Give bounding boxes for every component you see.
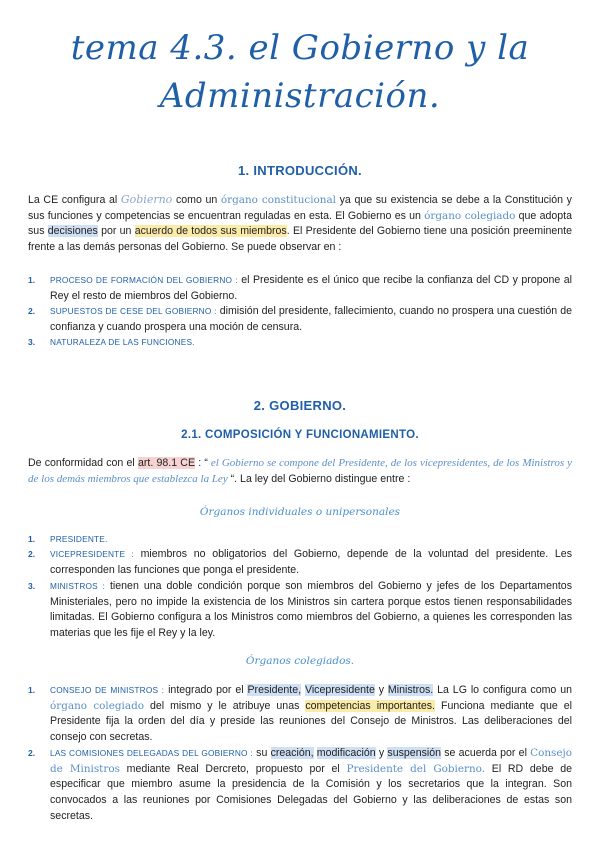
section-heading-gobierno: 2. GOBIERNO. — [253, 398, 347, 413]
page-title-line2: Administración. — [159, 76, 441, 116]
list-item: 3. MINISTROS : tienen una doble condición porque son miembros del Gobierno y jefes de los Departamentos Ministeriales, pero no impide la existencia de los Ministros sin cartera porque estos tienen responsabilidades limitadas. El Gobierno configura a los Ministros como miembros del Gobierno, a quienes les corresponden las materias que les fije el Rey y la ley. — [28, 580, 572, 640]
highlight-article: art. 98.1 CE — [137, 457, 196, 469]
term-gobierno: Gobierno — [120, 193, 173, 206]
list-item: 2. VICEPRESIDENTE : miembros no obligatorios del Gobierno, depende de la voluntad del presidente. Les corresponden las funciones que ponga el presidente. — [28, 548, 572, 576]
section-heading-introduccion: 1. INTRODUCCIÓN. — [238, 163, 362, 178]
list-item: 2. SUPUESTOS DE CESE DEL GOBIERNO : dimisión del presidente, fallecimiento, cuando no prospera una cuestión de confianza y cuando prospera una moción de censura. — [28, 305, 572, 333]
highlight-acuerdo: acuerdo de todos sus miembros — [134, 225, 287, 238]
intro-paragraph: La CE configura al Gobierno como un órgano constitucional ya que su existencia se debe a la Constitución y sus funciones y competencias se encuentran reguladas en esta. El Gobierno es un órgano colegiado que adopta sus decisiones por un acuerdo de todos sus miembros. El Presidente del Gobierno tiene una posición preeminente frente a las demás personas del Gobierno. Se puede observar en : — [28, 193, 572, 254]
list-item: 1. PROCESO DE FORMACIÓN DEL GOBIERNO : el Presidente es el único que recibe la confianza del CD y propone al Rey el resto de miembros del Gobierno. — [28, 274, 572, 302]
list-item: 2. LAS COMISIONES DELEGADAS DEL GOBIERNO : su creación, modificación y suspensión se acuerda por el Consejo de Ministros mediante Real Dercreto, propuesto por el Presidente del Gobierno. El RD debe de especificar que miembro asume la presidencia de la Comisión y los secretarios que la integran. Son convocados a las reuniones por Comisiones Delegadas del Gobierno y las deliberaciones de estas son secretas. — [28, 747, 572, 822]
highlight-decisiones: decisiones — [47, 225, 98, 238]
list-item: 1. CONSEJO DE MINISTROS : integrado por el Presidente, Vicepresidente y Ministros. La LG lo configura como un órgano colegiado del mismo y le atribuye unas competencias importantes. Funciona mediante que el Presidente fija la orden del día y preside las reuniones del Consejo de Ministros. Las deliberaciones del consejo con secretas. — [28, 684, 572, 744]
composition-paragraph: De conformidad con el art. 98.1 CE : “ el Gobierno se compone del Presidente, de los vicepresidentes, de los Ministros y de los demás miembros que establezca la Ley “. La ley del Gobierno distingue entre : — [28, 457, 572, 485]
subsection-heading: 2.1. COMPOSICIÓN Y FUNCIONAMIENTO. — [181, 429, 419, 441]
list-item: 1. PRESIDENTE. — [28, 534, 108, 544]
subheading-colegiados: Órganos colegiados. — [245, 655, 355, 667]
subheading-individuales: Órganos individuales o unipersonales — [199, 506, 401, 518]
page-title: tema 4.3. el Gobierno y la — [70, 28, 530, 68]
article-quote: el Gobierno se compone del Presidente, de los vicepresidentes, de los Ministros y de los demás miembros que establezca la Ley — [28, 457, 572, 485]
list-item: 3. NATURALEZA DE LAS FUNCIONES. — [28, 337, 195, 347]
